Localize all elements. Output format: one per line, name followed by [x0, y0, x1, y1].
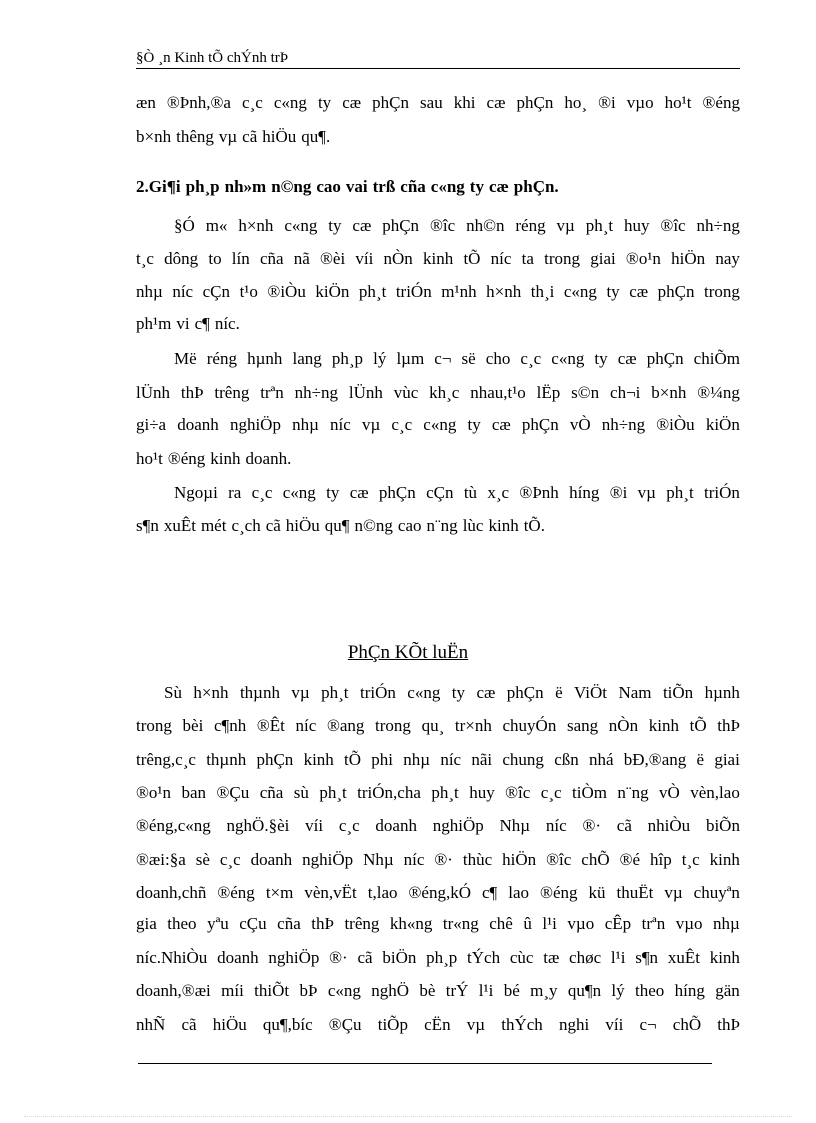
text-line: æn ®Þnh,®a c¸c c«ng ty cæ phÇn sau khi cæ phÇn ho¸ ®i vµo ho¹t ®éng [136, 93, 740, 112]
text-line: ®éng,c«ng nghÖ.§èi víi c¸c doanh nghiÖp Nhµ níc ®· cã nhiÒu biÕn [136, 816, 740, 835]
page-edge-divider [24, 1116, 792, 1117]
text-line: ®æi:§a sè c¸c doanh nghiÖp Nhµ níc ®· thùc hiÖn ®îc chÕ ®é hîp t¸c kinh [136, 850, 740, 869]
text-line: níc.NhiÒu doanh nghiÖp ®· cã biÖn ph¸p tÝch cùc tæ chøc l¹i s¶n xuÊt kinh [136, 948, 740, 967]
text-line: Sù h×nh thµnh vµ ph¸t triÓn c«ng ty cæ phÇn ë ViÖt Nam tiÕn hµnh [164, 683, 740, 702]
text-line: t¸c dông to lín cña nã ®èi víi nÒn kinh tÕ níc ta trong giai ®o¹n hiÖn nay [136, 249, 740, 268]
text-line: §Ó m« h×nh c«ng ty cæ phÇn ®îc nh©n réng vµ ph¸t huy ®îc nh÷ng [174, 216, 740, 235]
header-rule [136, 68, 740, 69]
text-line: nhÑ cã hiÖu qu¶,bíc ®Çu tiÕp cËn vµ thÝch nghi víi c¬ chÕ thÞ [136, 1015, 740, 1034]
text-line: doanh,chñ ®éng t×m vèn,vËt t,lao ®éng,kÓ c¶ lao ®éng kü thuËt vµ chuyªn [136, 883, 740, 902]
text-line: b×nh thêng vµ cã hiÖu qu¶. [136, 127, 331, 146]
conclusion-heading [0, 641, 816, 665]
text-line: s¶n xuÊt mét c¸ch cã hiÖu qu¶ n©ng cao n¨ng lùc kinh tÕ. [136, 516, 545, 535]
page-header-title: §Ò ¸n Kinh tÕ chÝnh trÞ [136, 50, 289, 66]
text-line: ph¹m vi c¶ níc. [136, 314, 240, 333]
conclusion-title: PhÇn KÕt luËn [347, 642, 469, 663]
text-line: 2.Gi¶i ph¸p nh»m n©ng cao vai trß cña c«ng ty cæ phÇn. [136, 177, 559, 196]
text-line: Ngoµi ra c¸c c«ng ty cæ phÇn cÇn tù x¸c ®Þnh híng ®i vµ ph¸t triÓn [174, 483, 740, 502]
text-line: gia theo yªu cÇu cña thÞ trêng kh«ng tr«ng chê û l¹i vµo cÊp trªn vµo nhµ [136, 914, 740, 933]
text-line: lÜnh thÞ trêng trªn nh÷ng lÜnh vùc kh¸c nhau,t¹o lËp s©n ch¬i b×nh ®¼ng [136, 383, 740, 402]
text-line: trêng,c¸c thµnh phÇn kinh tÕ phi nhµ níc nãi chung cßn nhá bÐ,®ang ë giai [136, 750, 740, 769]
text-line: doanh,®æi míi thiÕt bÞ c«ng nghÖ bè trÝ l¹i bé m¸y qu¶n lý theo híng gän [136, 981, 740, 1000]
text-line: ho¹t ®éng kinh doanh. [136, 449, 292, 468]
footer-rule [138, 1063, 712, 1064]
text-line: nhµ níc cÇn t¹o ®iÒu kiÖn ph¸t triÓn m¹nh h×nh th¸i c«ng ty cæ phÇn trong [136, 282, 740, 301]
text-line: ®o¹n ban ®Çu cña sù ph¸t triÓn,cha ph¸t huy ®îc c¸c tiÒm n¨ng vÒ vèn,lao [136, 783, 740, 802]
text-line: trong bèi c¶nh ®Êt níc ®ang trong qu¸ tr×nh chuyÓn sang nÒn kinh tÕ thÞ [136, 716, 740, 735]
text-line: gi÷a doanh nghiÖp nhµ níc vµ c¸c c«ng ty cæ phÇn vÒ nh÷ng ®iÒu kiÖn [136, 415, 740, 434]
text-line: Më réng hµnh lang ph¸p lý lµm c¬ së cho c¸c c«ng ty cæ phÇn chiÕm [174, 349, 740, 368]
